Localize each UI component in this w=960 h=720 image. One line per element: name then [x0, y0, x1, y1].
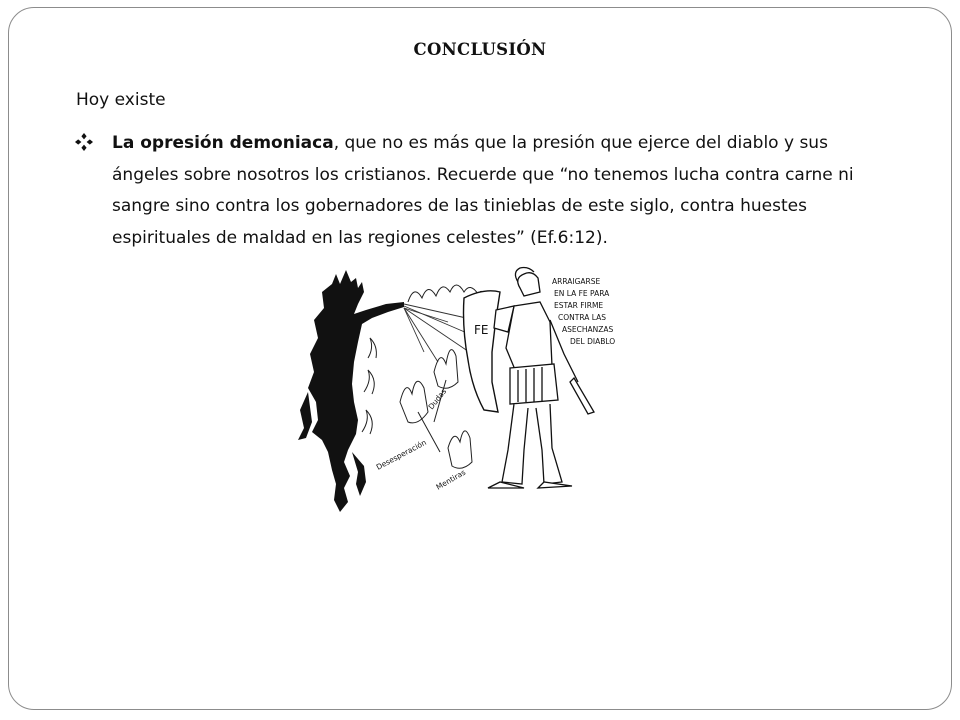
illustration-caption: [552, 277, 615, 346]
intro-text: Hoy existe: [76, 90, 166, 110]
bullet-bold-text: La opresión demoniaca: [112, 133, 334, 153]
svg-text:ESTAR FIRME: ESTAR FIRME: [554, 301, 604, 310]
shield-label: FE: [474, 323, 489, 337]
svg-text:ASECHANZAS: ASECHANZAS: [562, 325, 614, 334]
slide-title: CONCLUSIÓN: [413, 40, 547, 59]
dart-label-desesperacion: Desesperación: [374, 437, 428, 472]
svg-text:EN LA FE PARA: EN LA FE PARA: [554, 289, 610, 298]
bullet-text: [112, 128, 864, 254]
svg-text:ARRAIGARSE: ARRAIGARSE: [552, 277, 601, 286]
svg-text:DEL DIABLO: DEL DIABLO: [570, 337, 616, 346]
dart-label-mentiras: Mentiras: [434, 467, 468, 492]
diamond-bullet-icon: [74, 132, 94, 152]
bullet-item: [74, 128, 864, 254]
armor-of-god-illustration: [288, 262, 636, 520]
demon-figure: [298, 270, 404, 512]
svg-text:CONTRA LAS: CONTRA LAS: [558, 313, 606, 322]
shield-of-faith: [464, 291, 501, 412]
dart-label-dudas: Dudas: [426, 386, 449, 412]
bullet-body-text: , que no es más que la presión que ejerce del diablo y sus ángeles sobre nosotros los cristianos. Recuerde que “no tenemos lucha contra carne ni sangre sino contra los gobernadores de las tinieblas de este siglo, contra huestes espirituales de maldad en las regiones celestes” (Ef.6:12).: [112, 133, 854, 248]
